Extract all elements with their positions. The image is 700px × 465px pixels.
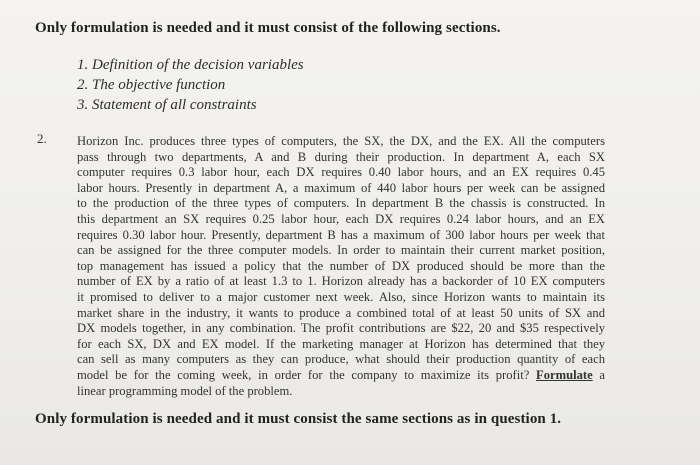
required-sections-list — [77, 55, 304, 115]
instructions-heading: Only formulation is needed and it must consist of the following sections. — [35, 20, 501, 36]
question-line-last: linear programming model of the problem. — [77, 383, 293, 398]
question-line: can be assigned for the three computer models. In order to maintain their current market position, — [77, 243, 605, 258]
question-line: DX models together, in any combination. The profit contributions are $22, 20 and $35 respectively — [77, 321, 605, 336]
question-line: labor hours. Presently in department A, a maximum of 440 labor hours per week can be assigned — [77, 180, 605, 195]
formulate-keyword: Formulate — [536, 367, 593, 382]
section-item-constraints: 3. Statement of all constraints — [77, 97, 257, 113]
question-line: computer requires 0.3 labor hour, each DX requires 0.40 labor hours, and an EX requires 0.45 — [77, 165, 605, 180]
closing-instructions-heading: Only formulation is needed and it must consist the same sections as in question 1. — [35, 411, 562, 427]
question-line: number of EX by a ratio of at least 1.3 to 1. Horizon already has a backorder of 10 EX computers — [77, 274, 605, 289]
question-line: top management has issued a policy that the number of DX produced should be more than the — [77, 258, 605, 273]
question-text — [77, 134, 605, 399]
section-item-objective: 2. The objective function — [77, 77, 226, 93]
section-item-definition: 1. Definition of the decision variables — [77, 57, 304, 73]
question-line: to the production of the three types of computers. In department B the chassis is constructed. In — [77, 196, 605, 211]
question-number: 2. — [37, 131, 47, 146]
question-line: Horizon Inc. produces three types of computers, the SX, the DX, and the EX. All the computers — [77, 134, 605, 148]
question-line: this department an SX requires 0.25 labor hour, each DX requires 0.24 labor hours, and an EX — [77, 211, 605, 226]
question-line: requires 0.30 labor hour. Presently, department B has a maximum of 300 labor hours per week that — [77, 227, 605, 242]
question-line: pass through two departments, A and B during their production. In department A, each SX — [77, 149, 605, 164]
question-line: market share in the industry, it wants to produce a combined total of at least 50 units of SX and — [77, 305, 605, 320]
question-line-with-formulate — [77, 368, 605, 384]
question-line-text: model be for the coming week, in order for the company to maximize its profit? — [77, 367, 530, 382]
question-line-tail: a — [599, 367, 605, 382]
question-line: can sell as many computers as they can produce, what should their production quantity of each — [77, 352, 605, 367]
question-line: for each SX, DX and EX model. If the marketing manager at Horizon has determined that they — [77, 336, 605, 351]
question-line: it promised to deliver to a major customer next week. Also, since Horizon wants to maintain its — [77, 289, 605, 304]
